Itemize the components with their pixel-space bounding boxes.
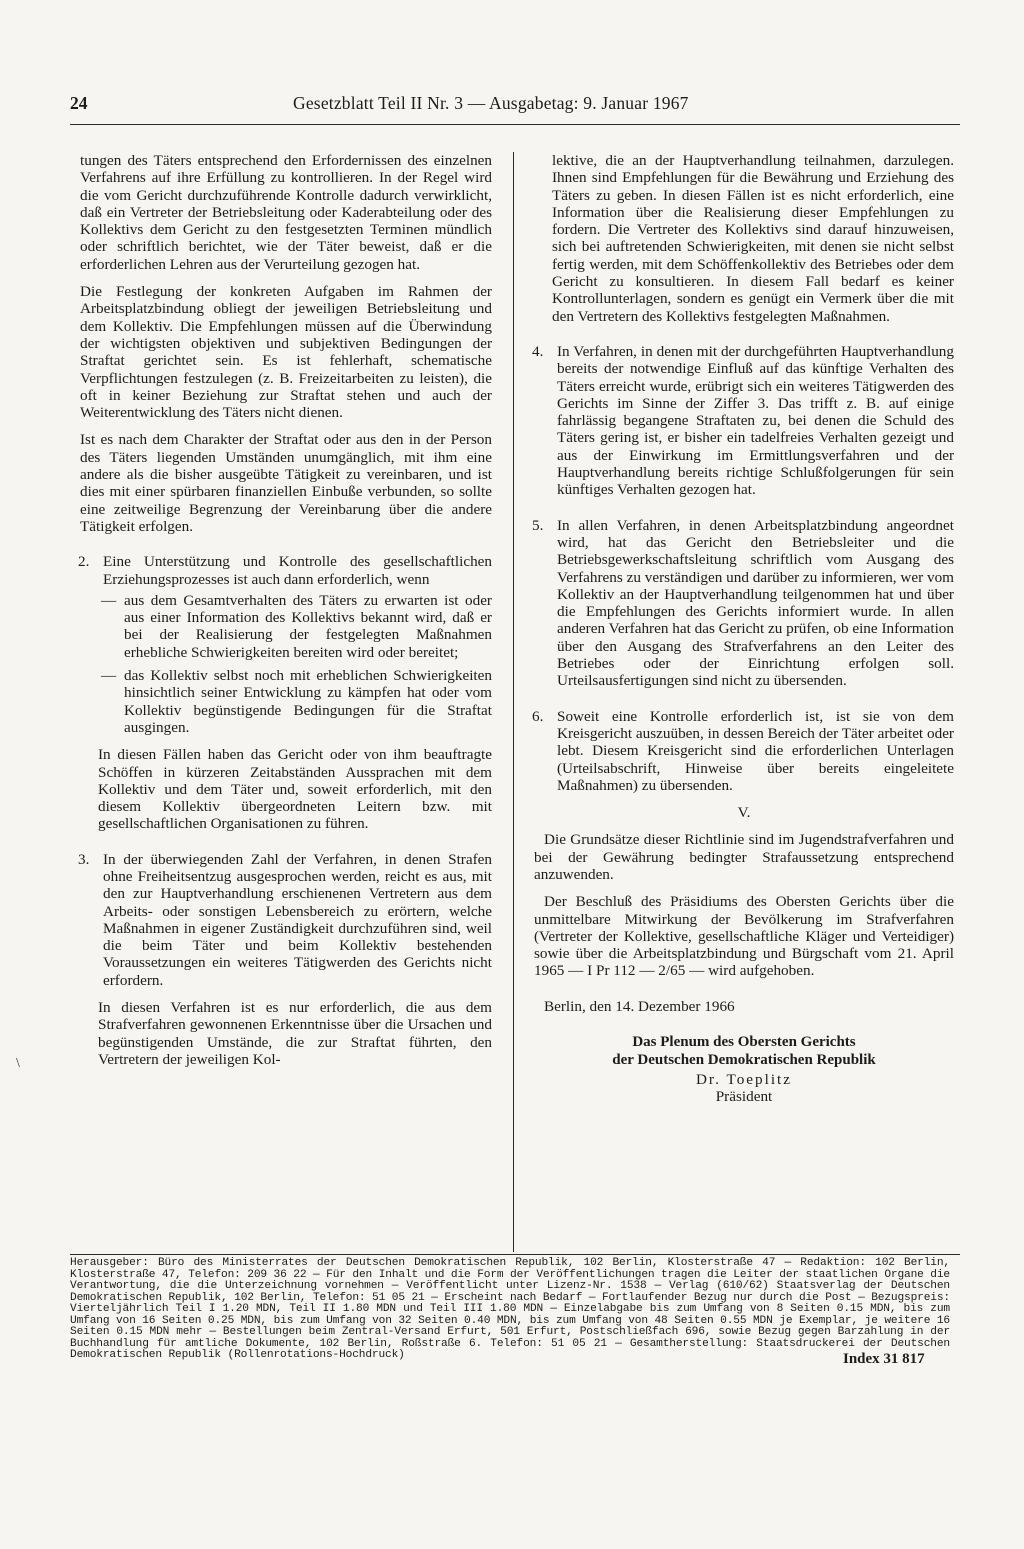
signer-name: Dr. Toeplitz	[695, 1071, 793, 1089]
item-text: In der überwiegenden Zahl der Verfahren, in denen Strafen ohne Freiheitsentzug ausgesprochen werden, reicht es aus, mit den zur Hauptverhandlung erschienenen Vertretern aus dem Arbeits- oder sonstigen Lebensbereich zu erörtern, welche Maßnahmen in eigener Zuständigkeit durchzuführen sind, weil die beim Täter und beim Kollektiv bestehenden Voraussetzungen ein weiteres Tätigwerden des Gerichts nicht erfordern.	[103, 850, 492, 989]
item-number: 2.	[78, 553, 90, 571]
page-number: 24	[70, 93, 88, 113]
running-title: Gesetzblatt Teil II Nr. 3 — Ausgabetag: 9. Januar 1967	[293, 93, 689, 113]
list-item-4	[534, 343, 954, 499]
dash-text: aus dem Gesamtverhalten des Täters zu erwarten ist oder aus einer Information des Kollektivs bekannt wird, daß er bei der Realisierung der festgelegten Maßnahmen erhebliche Schwierigkeiten bereiten wird oder bereitet;	[124, 591, 492, 661]
item-text: Eine Unterstützung und Kontrolle des gesellschaftlichen Erziehungsprozesses ist auch dann erforderlich, wenn	[103, 553, 492, 588]
footer-rule	[70, 1254, 960, 1255]
signer-organization: Das Plenum des Obersten Gerichts	[632, 1034, 856, 1051]
column-divider	[513, 152, 514, 1252]
list-item-5	[534, 517, 954, 690]
paragraph: tungen des Täters entsprechend den Erfordernissen des einzelnen Verfahrens auf ihre Erfüllung zu kontrollieren. In der Regel wird die vom Gericht durchzuführende Kontrolle dadurch verwirklicht, daß ein Vertreter der Betriebsleitung oder Kaderabteilung oder des Kollektivs dem Gericht zu den festgesetzten Terminen mündlich oder schriftlich berichtet, wie der Täter beweist, daß er die erforderlichen Lehren aus der Verurteilung gezogen hat.	[80, 152, 492, 273]
left-column	[80, 152, 492, 1068]
dash-marker: —	[101, 591, 117, 609]
list-item-3	[80, 851, 492, 989]
item-number: 3.	[78, 850, 90, 868]
paragraph: In diesen Fällen haben das Gericht oder von ihm beauftragte Schöffen in kürzeren Zeitabständen Aussprachen mit dem Kollektiv und dem Täter und, soweit erforderlich, mit den diesem Kollektiv übergeordneten Leitern bzw. mit gesellschaftlichen Organisationen zu führen.	[98, 746, 492, 833]
imprint-text: Herausgeber: Büro des Ministerrates der Deutschen Demokratischen Republik, 102 Berlin, Klosterstraße 47 — Redaktion: 102 Berlin, Klosterstraße 47, Telefon: 209 36 22 — Für den Inhalt und die Form der Veröffentlichungen tragen die Leiter der staatlichen Organe die Verantwortung, die die Unterzeichnung vornehmen — Veröffentlicht unter Lizenz-Nr. 1538 — Verlag (610/62) Staatsverlag der Deutschen Demokratischen Republik, 102 Berlin, Telefon: 51 05 21 — Erscheint nach Bedarf — Fortlaufender Bezug nur durch die Post — Bezugspreis: Vierteljährlich Teil I 1.20 MDN, Teil II 1.80 MDN und Teil III 1.80 MDN — Einzelabgabe bis zum Umfang von 8 Seiten 0.15 MDN, bis zum Umfang von 16 Seiten 0.25 MDN, bis zum Umfang von 32 Seiten 0.40 MDN, bis zum Umfang von 48 Seiten 0.55 MDN je Exemplar, je weitere 16 Seiten 0.15 MDN mehr — Bestellungen beim Zentral-Versand Erfurt, 501 Erfurt, Postschließfach 696, sowie Bezug gegen Barzahlung in der Buchhandlung für amtliche Dokumente, 102 Berlin, Roßstraße 6. Telefon: 51 05 21 — Gesamtherstellung: Staatsdruckerei der Deutschen Demokratischen Republik (Rollenrotations-Hochdruck)	[70, 1257, 950, 1361]
dash-item	[80, 667, 492, 736]
signer-organization: der Deutschen Demokratischen Republik	[612, 1052, 876, 1069]
index-number: Index 31 817	[843, 1351, 925, 1367]
page-header	[70, 93, 1020, 123]
item-text: Soweit eine Kontrolle erforderlich ist, ist sie von dem Kreisgericht auszuüben, in dessen Bereich der Täter arbeitet oder lebt. Diesem Kreisgericht sind die erforderlichen Unterlagen (Urteilsabschrift, Hinweise über bereits eingeleitete Maßnahmen) zu übersenden.	[557, 707, 954, 794]
paragraph: Die Grundsätze dieser Richtlinie sind im Jugendstrafverfahren und bei der Gewährung bedingter Strafaussetzung entsprechend anzuwenden.	[534, 831, 954, 883]
item-text: In Verfahren, in denen mit der durchgeführten Hauptverhandlung bereits der notwendige Einfluß auf das künftige Verhalten des Täters erreicht wurde, erübrigt sich ein weiteres Tätigwerden des Gerichts im Sinne der Ziffer 3. Das trifft z. B. auf einige fahrlässig begangene Straftaten zu, bei denen die Schuld des Täters gering ist, er bisher ein tadelfreies Verhalten gezeigt und aus der Einwirkung im Ermittlungsverfahren und der Hauptverhandlung bereits richtige Schlußfolgerungen für sein künftiges Verhalten gezogen hat.	[557, 342, 954, 499]
paragraph: Der Beschluß des Präsidiums des Obersten Gerichts über die unmittelbare Mitwirkung der Bevölkerung im Strafverfahren (Vertreter der Kollektive, gesellschaftliche Kläger und Verteidiger) sowie über die Arbeitsplatzbindung und Bürgschaft vom 21. April 1965 — I Pr 112 — 2/65 — wird aufgehoben.	[534, 893, 954, 980]
section-heading-v: V.	[737, 804, 751, 822]
paragraph: Ist es nach dem Charakter der Straftat oder aus den in der Person des Täters liegenden Umständen unumgänglich, mit ihm eine andere als die bisher ausgeübte Tätigkeit zu vereinbaren, und ist dies mit einer spürbaren finanziellen Einbuße verbunden, so sollte eine zeitweilige Begrenzung der Vereinbarung über die andere Tätigkeit erfolgen.	[80, 431, 492, 535]
list-item-6	[534, 708, 954, 794]
imprint	[70, 1258, 950, 1362]
signer-title: Präsident	[715, 1088, 773, 1106]
paragraph: Die Festlegung der konkreten Aufgaben im Rahmen der Arbeitsplatzbindung obliegt der jeweiligen Betriebsleitung und dem Kollektiv. Die Empfehlungen müssen auf die Überwindung der wichtigsten objektiven und subjektiven Bedingungen der Straftat gerichtet sein. Es ist fehlerhaft, schematische Verpflichtungen festzulegen (z. B. Freizeitarbeiten zu leisten), die oft in keiner Beziehung zur Straftat stehen und auch der Weiterentwicklung des Täters nicht dienen.	[80, 283, 492, 422]
date-line: Berlin, den 14. Dezember 1966	[544, 997, 735, 1015]
dash-item	[80, 592, 492, 661]
item-number: 4.	[532, 342, 544, 360]
dash-text: das Kollektiv selbst noch mit erheblichen Schwierigkeiten hinsichtlich seiner Entwicklung zu kämpfen hat oder vom Kollektiv begünstigende Bedingungen für die Straftat ausgingen.	[124, 667, 492, 736]
dash-marker: —	[101, 667, 117, 685]
item-number: 6.	[532, 707, 544, 725]
paragraph: lektive, die an der Hauptverhandlung teilnahmen, darzulegen. Ihnen sind Empfehlungen für die Bewährung und Erziehung des Täters zu geben. In diesen Fällen ist es nicht erforderlich, eine Information über die Realisierung dieser Empfehlungen zu fordern. Die Vertreter des Kollektivs sind darauf hinzuweisen, sich bei auftretenden Schwierigkeiten, mit denen sie nicht selbst fertig werden, mit dem Schöffenkollektiv des Betriebes oder dem Gericht zu konsultieren. In diesem Fall bedarf es keiner Kontrollunterlagen, sondern es genügt ein Vermerk über die mit den Vertretern des Kollektivs festgelegten Maßnahmen.	[552, 152, 954, 325]
list-item-2	[80, 553, 492, 588]
right-column	[534, 152, 954, 1106]
item-text: In allen Verfahren, in denen Arbeitsplatzbindung angeordnet wird, hat das Gericht den Betriebsleiter und die Betriebsgewerkschaftsleitung schriftlich vom Ausgang des Verfahrens zu verständigen und darüber zu informieren, wer vom Kollektiv an der Hauptverhandlung teilgenommen hat und über die Empfehlungen des Gerichts informiert wurde. In allen anderen Verfahren hat das Gericht zu prüfen, ob eine Information über den Ausgang des Strafverfahrens an den Leiter des Betriebes oder der Einrichtung erfolgen soll. Urteilsausfertigungen sind nicht zu übersenden.	[557, 516, 954, 690]
margin-mark: \	[16, 1056, 20, 1071]
paragraph: In diesen Verfahren ist es nur erforderlich, die aus dem Strafverfahren gewonnenen Erkenntnisse über die Ursachen und begünstigenden Umstände, die zur Straftat führten, den Vertretern der jeweiligen Kol-	[98, 999, 492, 1068]
header-rule	[70, 124, 960, 125]
item-number: 5.	[532, 516, 544, 534]
